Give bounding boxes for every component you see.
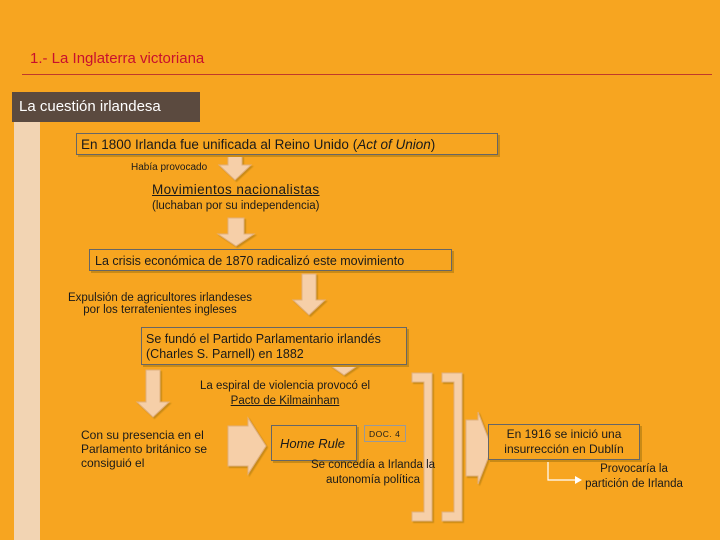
caused-label: Había provocado [131,162,208,173]
act-of-union-italic: Act of Union [357,137,431,152]
movements-title: Movimientos nacionalistas [152,182,320,197]
right-arrow-3 [442,373,462,521]
act-of-union-pre: En 1800 Irlanda fue unificada al Reino Unido ( [81,137,358,152]
expulsion-line-1: Expulsión de agricultores irlandeses [67,292,253,304]
movements-subtitle: (luchaban por su independencia) [152,200,320,212]
insurrection-line-1: En 1916 se inició una [506,427,622,441]
slide-title: 1.- La Inglaterra victoriana [30,50,205,67]
act-of-union-text [81,137,435,152]
violence-line-2: Pacto de Kilmainham [230,395,340,407]
down-arrow-2 [218,218,254,246]
presence-line-2: Parlamento británico se [81,442,208,456]
violence-text [185,379,385,409]
autonomy-text [300,458,446,488]
home-rule-box [271,425,357,461]
section-header: La cuestión irlandesa [12,92,200,122]
partition-connector [548,462,575,480]
home-rule-text: Home Rule [280,436,346,451]
violence-line-1: La espiral de violencia provocó el [199,380,371,392]
act-of-union-box [76,133,498,155]
expulsion-text [60,292,260,316]
party-line-2: (Charles S. Parnell) en 1882 [146,347,304,361]
right-arrow-2 [412,373,432,521]
crisis-text: La crisis económica de 1870 radicalizó este movimiento [95,254,405,268]
partition-text [578,462,690,492]
insurrection-line-2: insurrección en Dublín [504,442,624,456]
party-line-1: Se fundó el Partido Parlamentario irlandés [146,332,381,346]
act-of-union-post: ) [430,137,436,152]
right-arrow-1 [228,418,266,474]
autonomy-line-2: autonomía política [326,474,420,486]
autonomy-line-1: Se concedía a Irlanda la [310,459,436,471]
presence-line-1: Con su presencia en el [81,428,204,442]
down-arrow-1 [219,156,251,180]
partition-line-2: partición de Irlanda [585,478,683,490]
party-text [146,332,381,362]
doc-4-link[interactable] [364,425,406,442]
presence-text [81,428,207,470]
crisis-box [89,249,452,271]
down-arrow-3 [293,274,325,315]
expulsion-line-2: por los terratenientes ingleses [83,304,237,316]
down-arrow-5 [137,370,169,417]
doc-4-label: DOC. 4 [369,429,401,439]
presence-line-3: consiguió el [81,456,145,470]
party-box [141,327,407,365]
partition-line-1: Provocaría la [600,463,668,475]
insurrection-box [488,424,640,460]
insurrection-text [489,427,639,457]
